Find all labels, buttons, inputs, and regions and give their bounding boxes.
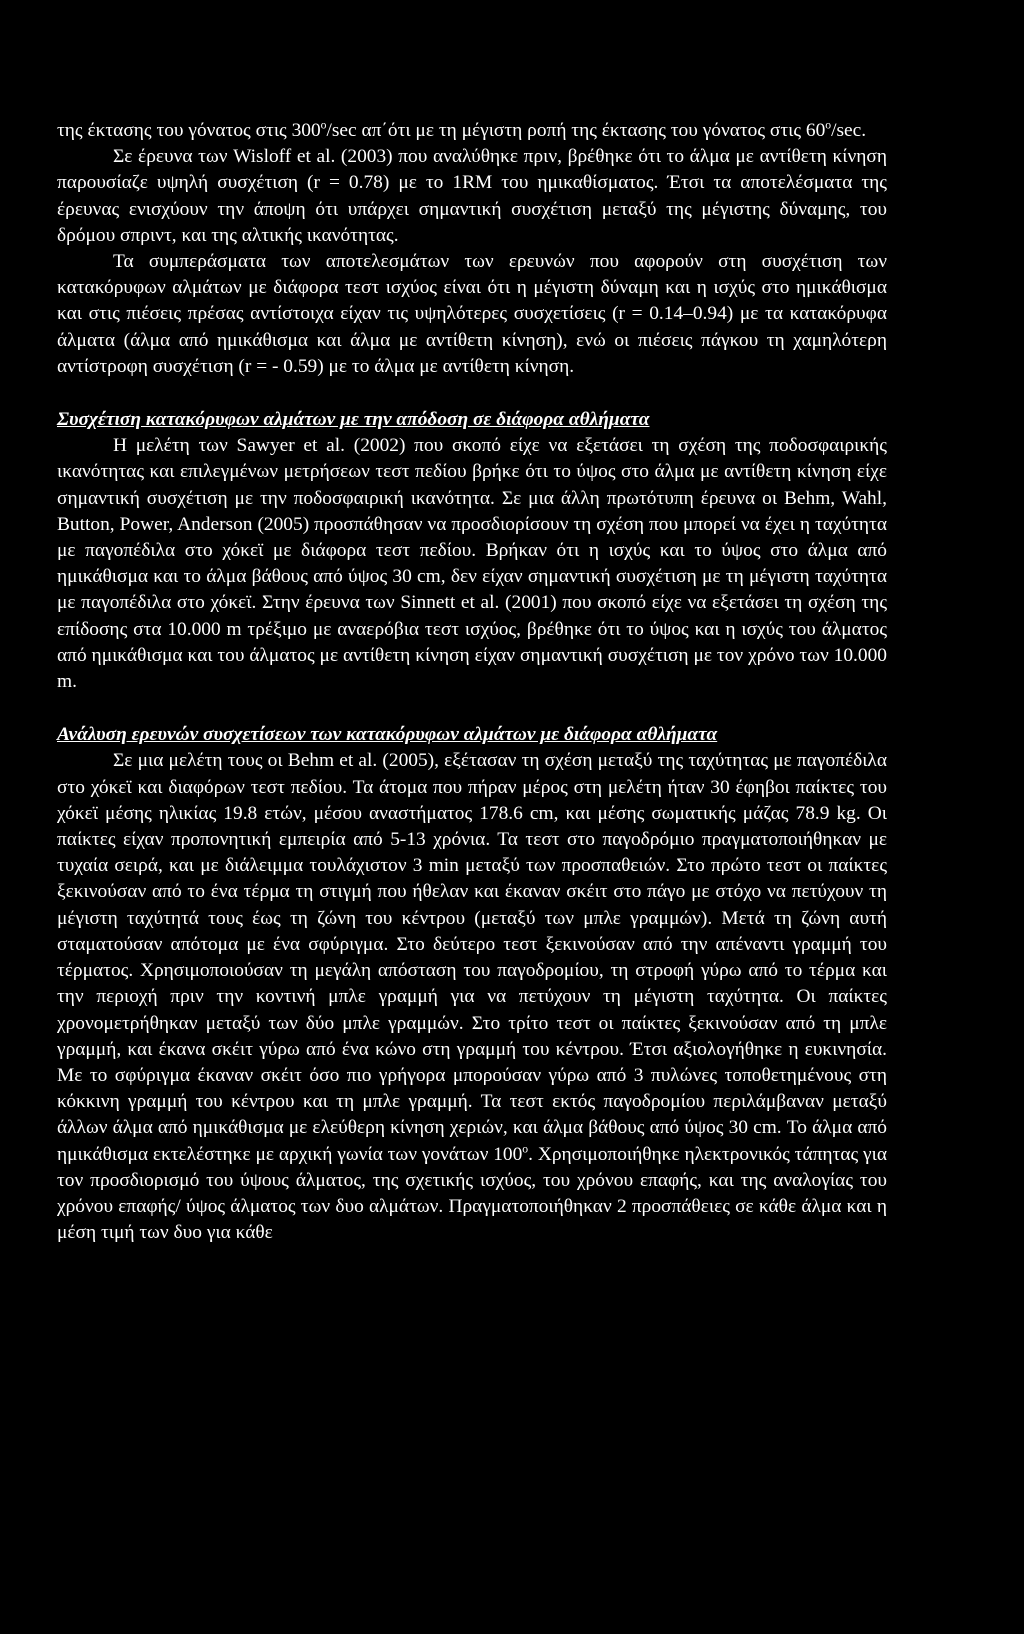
text-run: . Χρησιμοποιήθηκε ηλεκτρονικός τάπητας για τον προσδιορισμό του ύψους άλματος, της σχετικής ισχύος, του χρόνου επαφής, και της αναλογίας του χρόνου επαφής/ ύψος άλματος των δυο αλμάτων. Πραγματοποιήθηκαν 2 προσπάθειες σε κάθε άλμα και η μέση τιμή των δυο για κάθε xyxy=(57,1143,887,1244)
text-run: Σε μια μελέτη τους οι Behm et al. (2005), εξέτασαν τη σχέση μεταξύ της ταχύτητας με παγοπέδιλα στο χόκεϊ και διαφόρων τεστ πεδίου. Τα άτομα που πήραν μέρος στη μελέτη ήταν 30 έφηβοι παίκτες του χόκεϊ μέσης ηλικίας 19.8 ετών, μέσου αναστήματος 178.6 cm, και μέσης σωματικής μάζας 78.9 kg. Οι παίκτες είχαν προπονητική εμπειρία από 5-13 χρόνια. Τα τεστ στο παγοδρόμιο πραγματοποιήθηκαν με τυχαία σειρά, και με διάλειμμα τουλάχιστον 3 min μεταξύ των προσπαθειών. Στο πρώτο τεστ οι παίκτες ξεκινούσαν από το ένα τέρμα τη στιγμή που ήθελαν και έκαναν σκέιτ στο πάγο με στόχο να πετύχουν τη μέγιστη ταχύτητά τους έως τη ζώνη του κέντρου (μεταξύ των μπλε γραμμών). Μετά τη ζώνη αυτή σταματούσαν απότομα με ένα σφύριγμα. Στο δεύτερο τεστ ξεκινούσαν από την απέναντι γραμμή του τέρματος. Χρησιμοποιούσαν τη μεγάλη απόσταση του παγοδρομίου, τη στροφή γύρω από το τέρμα και την περιοχή πριν την κοντινή μπλε γραμμή για να πετύχουν τη μέγιστη ταχύτητα. Οι παίκτες χρονομετρήθηκαν μεταξύ των δύο μπλε γραμμών. Στο τρίτο τεστ οι παίκτες ξεκινούσαν από τη μπλε γραμμή, και έκανα σκέιτ γύρω από ένα κώνο στη γραμμή του κέντρου. Έτσι αξιολογήθηκε η ευκινησία. Με το σφύριγμα έκαναν σκέιτ όσο πιο γρήγορα μπορούσαν γύρω από 3 πυλώνες τοποθετημένους στη κόκκινη γραμμή του κέντρου και τη μπλε γραμμή. Τα τεστ εκτός παγοδρομίου περιλάμβαναν μεταξύ άλλων άλμα από ημικάθισμα με ελεύθερη κίνηση χεριών, και άλμα βάθους από ύψος 30 cm. Το άλμα από ημικάθισμα εκτελέστηκε με αρχική γωνία των γονάτων 100 xyxy=(57,750,887,1165)
degree-superscript: ο xyxy=(825,118,832,132)
document-page xyxy=(57,118,887,1246)
text-run: /sec. xyxy=(831,120,867,141)
text-run: της έκτασης του γόνατος στις 300 xyxy=(57,120,321,141)
degree-superscript: ο xyxy=(522,1142,529,1156)
text-run: /sec απ΄ότι με τη μέγιστη ροπή της έκτασης του γόνατος στις 60 xyxy=(326,120,826,141)
paragraph-behm xyxy=(57,748,887,1246)
paragraph-sawyer: Η μελέτη των Sawyer et al. (2002) που σκοπό είχε να εξετάσει τη σχέση της ποδοσφαιρικής ικανότητας και επιλεγμένων μετρήσεων τεστ πεδίου βρήκε ότι το ύψος στο άλμα με αντίθετη κίνηση είχε σημαντική συσχέτιση με την ποδοσφαιρική ικανότητα. Σε μια άλλη πρωτότυπη έρευνα οι Behm, Wahl, Button, Power, Anderson (2005) προσπάθησαν να προσδιορίσουν τη σχέση που μπορεί να έχει η ταχύτητα με παγοπέδιλα στο χόκεϊ με διάφορα τεστ πεδίου. Βρήκαν ότι η ισχύς και το ύψος στο άλμα από ημικάθισμα και το άλμα βάθους από ύψος 30 cm, δεν είχαν σημαντική συσχέτιση με τη μέγιστη ταχύτητα με παγοπέδιλα στο χόκεϊ. Στην έρευνα των Sinnett et al. (2001) που σκοπό είχε να εξετάσει τη σχέση της επίδοσης στα 10.000 m τρέξιμο με αναερόβια τεστ ισχύος, βρέθηκε ότι το ύψος και η ισχύς του άλματος από ημικάθισμα και του άλματος με αντίθετη κίνηση είχαν σημαντική συσχέτιση με τον χρόνο των 10.000 m. xyxy=(57,435,887,693)
section-heading-correlation: Συσχέτιση κατακόρυφων αλμάτων με την απόδοση σε διάφορα αθλήματα xyxy=(57,409,650,431)
paragraph-continuation xyxy=(57,118,887,144)
paragraph-conclusions: Τα συμπεράσματα των αποτελεσμάτων των ερευνών που αφορούν στη συσχέτιση των κατακόρυφων αλμάτων με διάφορα τεστ ισχύος είναι ότι η μέγιστη δύναμη και η ισχύς στο ημικάθισμα και στις πιέσεις πρέσας αντίστοιχα είχαν τις υψηλότερες συσχετίσεις (r = 0.14–0.94) με τα κατακόρυφα άλματα (άλμα από ημικάθισμα και άλμα με αντίθετη κίνηση), ενώ οι πιέσεις πάγκου τη χαμηλότερη αντίστροφη συσχέτιση (r = - 0.59) με το άλμα με αντίθετη κίνηση. xyxy=(57,251,887,377)
degree-superscript: ο xyxy=(320,118,327,132)
section-heading-analysis: Ανάλυση ερευνών συσχετίσεων των κατακόρυφων αλμάτων με διάφορα αθλήματα xyxy=(57,724,718,746)
paragraph-wisloff: Σε έρευνα των Wisloff et al. (2003) που αναλύθηκε πριν, βρέθηκε ότι το άλμα με αντίθετη κίνηση παρουσίαζε υψηλή συσχέτιση (r = 0.78) με το 1RM του ημικαθίσματος. Έτσι τα αποτελέσματα της έρευνας ενισχύουν την άποψη ότι υπάρχει σημαντική συσχέτιση μεταξύ της μέγιστης δύναμης, του δρόμου σπριντ, και της αλτικής ικανότητας. xyxy=(57,146,887,246)
